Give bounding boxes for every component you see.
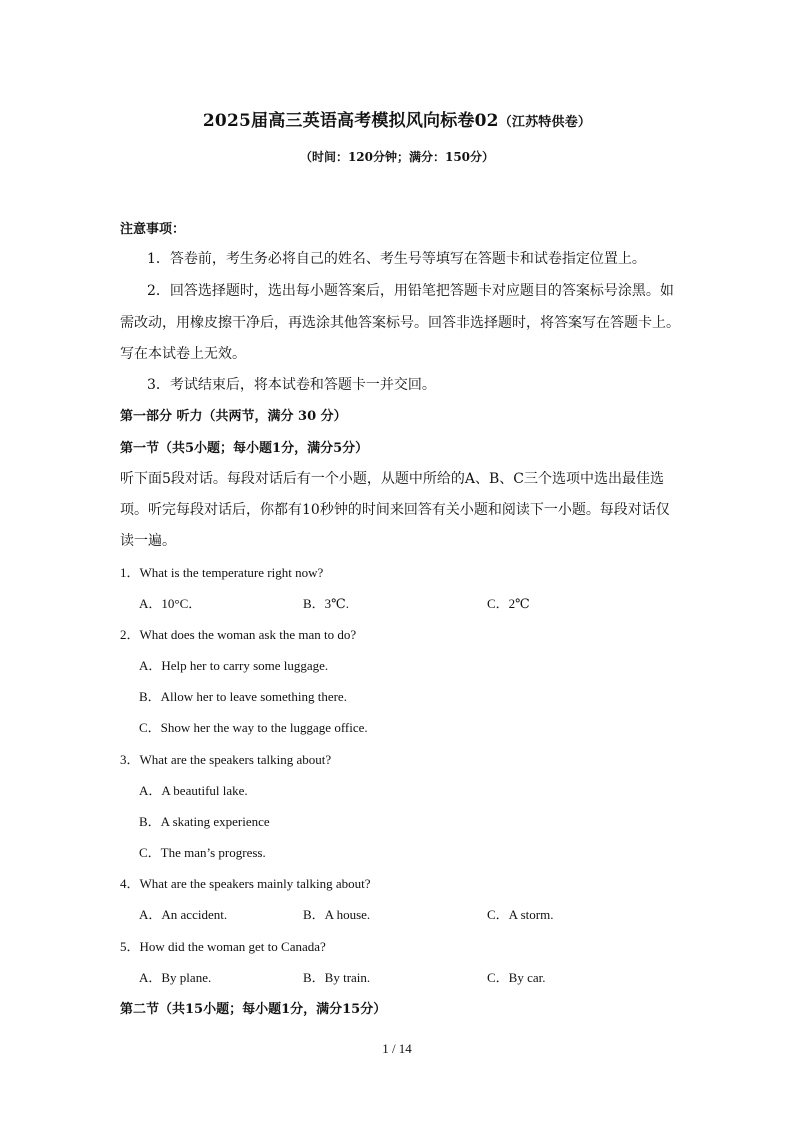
question-2-option-a: A．Help her to carry some luggage. [139, 658, 329, 673]
part1-heading: 第一部分 听力（共两节，满分 30 分） [120, 409, 347, 424]
section1-heading: 第一节（共5小题；每小题1分，满分5分） [120, 441, 369, 456]
page-title [0, 106, 794, 131]
question-1-option-c: C．2℃ [487, 596, 530, 611]
notes-item-3: 3．考试结束后，将本试卷和答题卡一并交回。 [147, 377, 436, 393]
question-3-stem: 3．What are the speakers talking about? [120, 752, 332, 767]
question-5-option-b: B．By train. [303, 970, 371, 985]
question-3-option-b: B．A skating experience [139, 814, 270, 829]
question-1-option-b: B．3℃. [303, 596, 349, 611]
notes-heading: 注意事项： [120, 222, 186, 237]
instructions-line-2: 项。听完每段对话后，你都有10秒钟的时间来回答有关小题和阅读下一小题。每段对话仅 [120, 502, 670, 518]
question-5-option-c: C．By car. [487, 970, 546, 985]
question-5-stem: 5．How did the woman get to Canada? [120, 939, 326, 954]
notes-item-2-line-3: 写在本试卷上无效。 [120, 346, 246, 362]
question-5-option-a: A．By plane. [139, 970, 212, 985]
question-4-stem: 4．What are the speakers mainly talking about? [120, 876, 371, 891]
title-main: 2025届高三英语高考模拟风向标卷02 [202, 111, 499, 131]
question-2-option-b: B．Allow her to leave something there. [139, 689, 347, 704]
page-number: 1 / 14 [382, 1041, 412, 1056]
question-4-option-b: B．A house. [303, 907, 371, 922]
exam-time-score: （时间：120分钟；满分：150分） [299, 150, 495, 164]
question-4-option-c: C．A storm. [487, 907, 554, 922]
notes-item-2-line-1: 2．回答选择题时，选出每小题答案后，用铅笔把答题卡对应题目的答案标号涂黑。如 [147, 283, 674, 299]
question-4-option-a: A．An accident. [139, 907, 228, 922]
question-3-option-a: A．A beautiful lake. [139, 783, 248, 798]
question-3-option-c: C．The man’s progress. [139, 845, 266, 860]
section2-heading: 第二节（共15小题；每小题1分，满分15分） [120, 1002, 387, 1017]
notes-item-1: 1．答卷前，考生务必将自己的姓名、考生号等填写在答题卡和试卷指定位置上。 [147, 251, 646, 267]
instructions-line-1: 听下面5段对话。每段对话后有一个小题，从题中所给的A、B、C三个选项中选出最佳选 [120, 471, 665, 487]
instructions-line-3: 读一遍。 [120, 533, 176, 549]
question-1-option-a: A．10°C． [139, 596, 202, 611]
question-1-stem: 1．What is the temperature right now? [120, 565, 324, 580]
question-2-option-c: C．Show her the way to the luggage office. [139, 720, 368, 735]
title-suffix: （江苏特供卷） [498, 115, 592, 130]
question-2-stem: 2．What does the woman ask the man to do? [120, 627, 357, 642]
notes-item-2-line-2: 需改动，用橡皮擦干净后，再选涂其他答案标号。回答非选择题时，将答案写在答题卡上。 [120, 315, 680, 331]
